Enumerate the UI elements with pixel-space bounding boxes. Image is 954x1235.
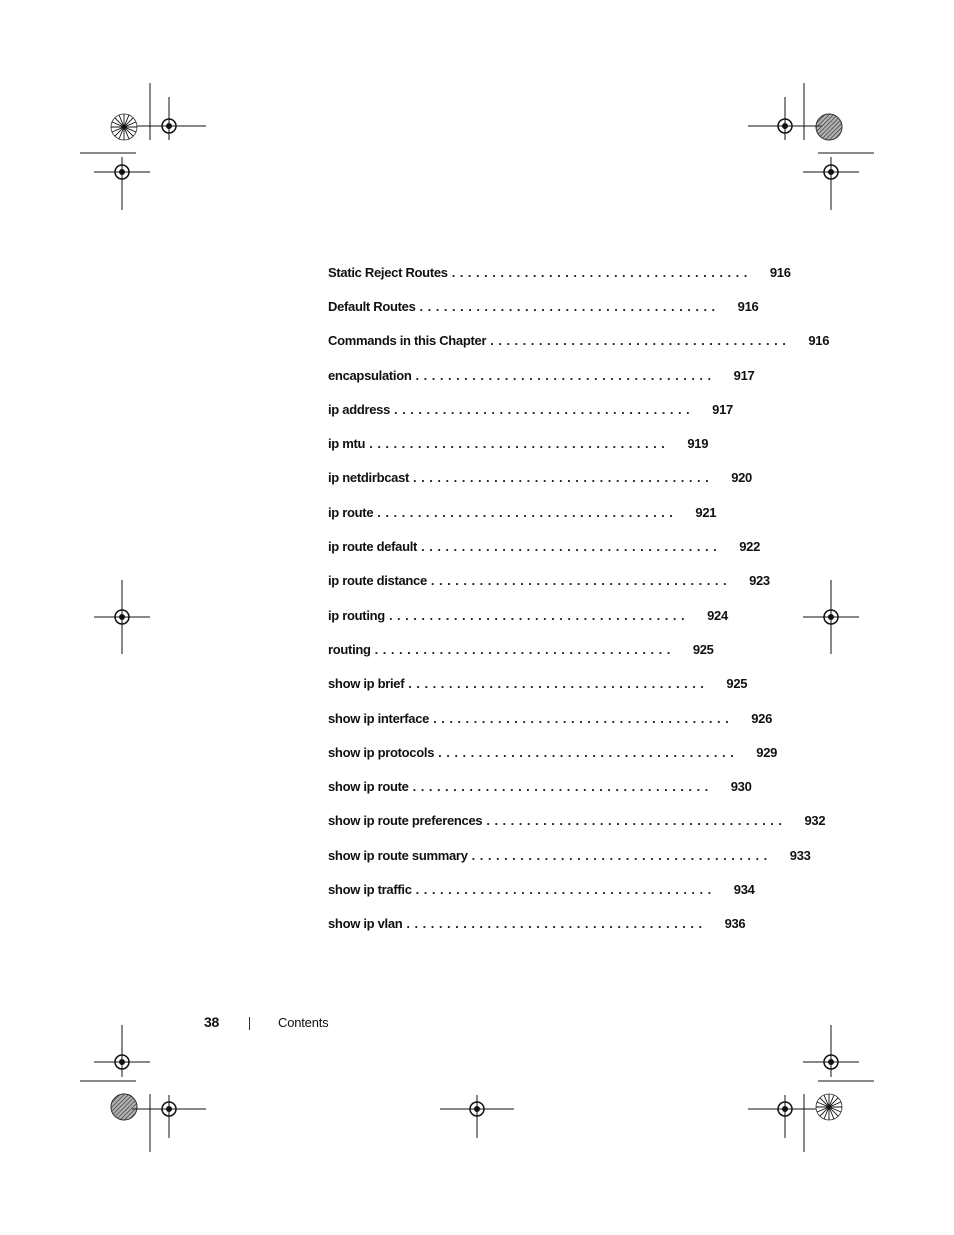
dot-leader: ..................................... xyxy=(374,641,675,657)
toc-entry[interactable] xyxy=(328,701,773,735)
toc-entry-page: 924 xyxy=(707,607,728,623)
toc-entry-title: show ip route xyxy=(328,779,409,795)
dot-leader: ..................................... xyxy=(413,470,714,486)
toc-entry[interactable] xyxy=(328,392,733,426)
toc-entry-title: encapsulation xyxy=(328,367,412,383)
toc-entry-title: show ip brief xyxy=(328,676,405,692)
dot-leader: ..................................... xyxy=(421,539,722,555)
toc-entry-page: 932 xyxy=(804,813,826,829)
dot-leader: ..................................... xyxy=(377,504,678,520)
registration-target-icon xyxy=(803,157,859,210)
dot-leader: ..................................... xyxy=(412,779,713,795)
dot-leader: ..................................... xyxy=(486,813,787,829)
toc-entry-title: ip mtu xyxy=(328,436,366,452)
toc-entry[interactable] xyxy=(328,426,709,460)
registration-target-icon xyxy=(748,97,822,140)
toc-entry-title: Default Routes xyxy=(328,298,416,314)
dot-leader: ..................................... xyxy=(433,710,734,726)
starburst-mark-icon xyxy=(111,114,137,140)
table-of-contents xyxy=(328,255,830,941)
toc-entry-title: show ip protocols xyxy=(328,744,435,760)
registration-target-icon xyxy=(803,1025,859,1077)
toc-entry-title: Static Reject Routes xyxy=(328,264,448,280)
toc-entry[interactable] xyxy=(328,461,752,495)
toc-entry-title: show ip interface xyxy=(328,710,430,726)
toc-entry[interactable] xyxy=(328,838,811,872)
dot-leader: ..................................... xyxy=(394,401,695,417)
dot-leader: ..................................... xyxy=(438,744,739,760)
toc-entry[interactable] xyxy=(328,632,714,666)
toc-entry[interactable] xyxy=(328,255,791,289)
registration-target-icon xyxy=(748,1095,822,1138)
toc-entry-title: routing xyxy=(328,641,371,657)
toc-entry-page: 916 xyxy=(769,264,791,280)
toc-entry-page: 921 xyxy=(695,504,717,520)
toc-entry-title: Commands in this Chapter xyxy=(328,333,487,349)
dot-leader: ..................................... xyxy=(415,881,716,897)
dot-leader: ..................................... xyxy=(430,573,732,589)
registration-target-icon xyxy=(94,1025,150,1077)
toc-entry[interactable] xyxy=(328,667,748,701)
toc-entry[interactable] xyxy=(328,907,746,941)
toc-entry-page: 929 xyxy=(756,744,778,760)
registration-target-icon xyxy=(132,1095,206,1138)
dot-leader: ..................................... xyxy=(369,436,670,452)
toc-entry[interactable] xyxy=(328,769,752,803)
toc-entry-page: 917 xyxy=(733,367,755,383)
toc-entry-page: 930 xyxy=(730,779,752,795)
toc-entry-page: 922 xyxy=(739,539,761,555)
starburst-mark-icon xyxy=(816,114,842,140)
footer-page-number: 38 xyxy=(204,1014,219,1030)
toc-entry-page: 916 xyxy=(737,298,759,314)
registration-target-icon xyxy=(94,157,150,210)
toc-entry-title: ip netdirbcast xyxy=(328,470,410,486)
toc-entry[interactable] xyxy=(328,358,755,392)
footer-divider xyxy=(249,1017,250,1030)
toc-entry-page: 925 xyxy=(726,676,748,692)
toc-entry[interactable] xyxy=(328,564,770,598)
dot-leader: ..................................... xyxy=(408,676,709,692)
toc-entry[interactable] xyxy=(328,872,755,906)
dot-leader: ..................................... xyxy=(406,916,707,932)
toc-entry-page: 920 xyxy=(731,470,752,486)
toc-entry-title: show ip route summary xyxy=(328,847,468,863)
toc-entry-page: 925 xyxy=(692,641,714,657)
toc-entry[interactable] xyxy=(328,324,830,358)
toc-entry-title: ip route xyxy=(328,504,374,520)
toc-entry[interactable] xyxy=(328,598,728,632)
starburst-mark-icon xyxy=(111,1094,137,1120)
toc-entry-page: 933 xyxy=(789,847,811,863)
toc-entry-page: 917 xyxy=(712,401,733,417)
toc-entry-page: 936 xyxy=(724,916,746,932)
toc-entry-title: ip route default xyxy=(328,539,418,555)
dot-leader: ..................................... xyxy=(415,367,716,383)
registration-target-icon xyxy=(803,580,859,654)
toc-entry-title: ip route distance xyxy=(328,573,427,589)
toc-entry[interactable] xyxy=(328,804,826,838)
dot-leader: ..................................... xyxy=(419,298,720,314)
dot-leader: ..................................... xyxy=(388,607,690,623)
dot-leader: ..................................... xyxy=(471,847,772,863)
toc-entry-page: 919 xyxy=(687,436,709,452)
toc-entry[interactable] xyxy=(328,735,778,769)
toc-entry-page: 916 xyxy=(808,333,830,349)
registration-target-icon xyxy=(94,580,150,654)
registration-target-icon xyxy=(132,97,206,140)
starburst-mark-icon xyxy=(816,1094,842,1120)
toc-entry-title: ip routing xyxy=(328,607,385,623)
toc-entry[interactable] xyxy=(328,495,717,529)
toc-entry-title: show ip vlan xyxy=(328,916,403,932)
dot-leader: ..................................... xyxy=(451,264,752,280)
toc-entry[interactable] xyxy=(328,529,761,563)
toc-entry-title: ip address xyxy=(328,401,391,417)
toc-entry-title: show ip traffic xyxy=(328,881,412,897)
dot-leader: ..................................... xyxy=(490,333,791,349)
toc-entry-title: show ip route preferences xyxy=(328,813,483,829)
footer-section-label: Contents xyxy=(278,1015,329,1030)
toc-entry-page: 923 xyxy=(749,573,770,589)
toc-entry-page: 926 xyxy=(751,710,773,726)
toc-entry[interactable] xyxy=(328,289,759,323)
registration-target-icon xyxy=(440,1095,514,1138)
toc-entry-page: 934 xyxy=(733,881,755,897)
